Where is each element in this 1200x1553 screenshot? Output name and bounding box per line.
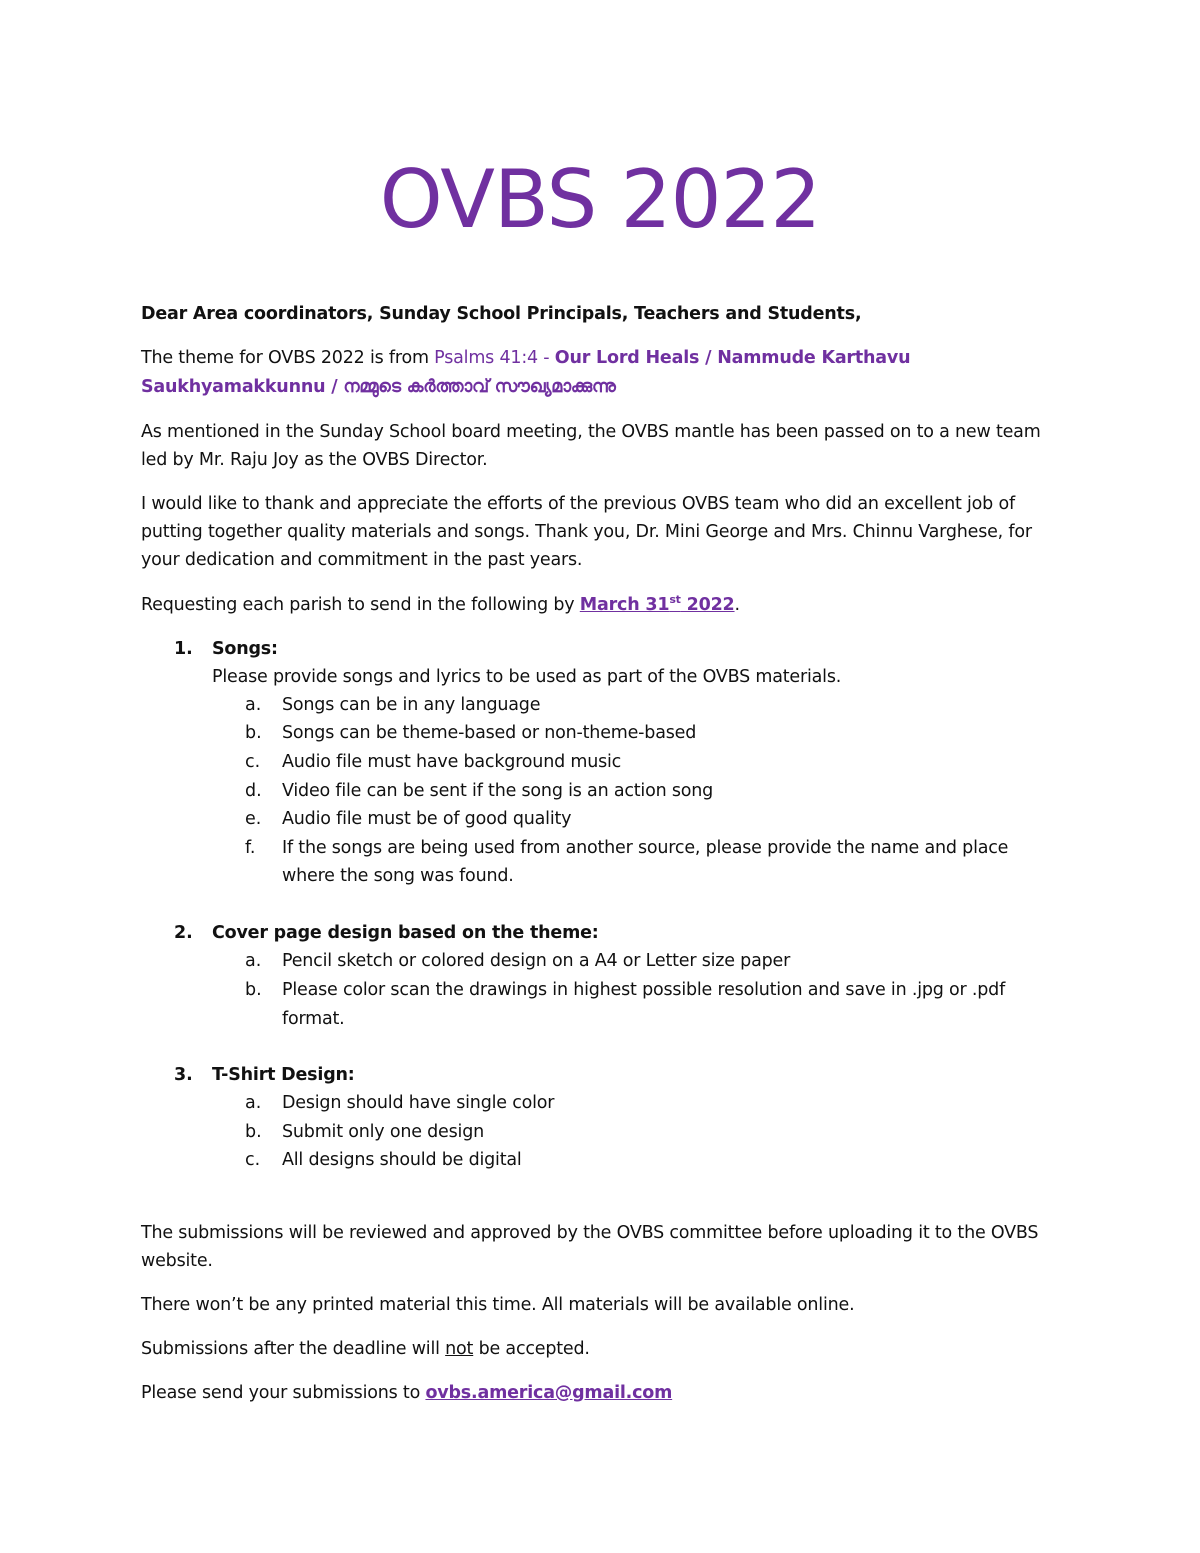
section-1-heading: Songs: (212, 639, 278, 659)
list-marker: d. (245, 781, 262, 801)
list-marker: a. (245, 695, 262, 715)
theme-english: Our Lord Heals / Nammude Karthavu (554, 348, 911, 368)
contact-text: Please send your submissions to (141, 1383, 426, 1403)
not-emphasis: not (445, 1339, 474, 1359)
contact-email-link[interactable]: ovbs.america@gmail.com (425, 1383, 673, 1403)
mantle-line-1: As mentioned in the Sunday School board meeting, the OVBS mantle has been passed on to a new team (141, 422, 1041, 442)
list-item: Audio file must have background music (282, 752, 622, 772)
list-item-continuation: where the song was found. (282, 866, 514, 886)
theme-transliteration: Saukhyamakkunnu / (141, 377, 344, 397)
list-marker: b. (245, 980, 262, 1000)
list-item: Pencil sketch or colored design on a A4 or Letter size paper (282, 951, 791, 971)
thanks-line-1: I would like to thank and appreciate the efforts of the previous OVBS team who did an excellent job of (141, 494, 1015, 514)
section-3-heading: T-Shirt Design: (212, 1065, 355, 1085)
greeting: Dear Area coordinators, Sunday School Principals, Teachers and Students, (141, 304, 862, 324)
section-2-number: 2. (174, 923, 193, 943)
section-3-number: 3. (174, 1065, 193, 1085)
list-marker: a. (245, 1093, 262, 1113)
theme-line-1 (141, 346, 910, 370)
section-1-intro: Please provide songs and lyrics to be used as part of the OVBS materials. (212, 667, 842, 687)
deadline-date: March 31st 2022 (579, 593, 735, 615)
review-line-1: The submissions will be reviewed and approved by the OVBS committee before uploading it to the OVBS (141, 1223, 1039, 1243)
section-1-number: 1. (174, 639, 193, 659)
list-item: Audio file must be of good quality (282, 809, 572, 829)
list-marker: c. (245, 1150, 261, 1170)
thanks-line-2: putting together quality materials and songs. Thank you, Dr. Mini George and Mrs. Chinnu Varghese, for (141, 522, 1032, 542)
section-2-heading: Cover page design based on the theme: (212, 923, 599, 943)
list-marker: b. (245, 1122, 262, 1142)
deadline-note: Submissions after the deadline will not be accepted. (141, 1339, 590, 1359)
list-item: Songs can be theme-based or non-theme-based (282, 723, 697, 743)
list-item: Design should have single color (282, 1093, 555, 1113)
list-marker: f. (245, 838, 256, 858)
request-text: Requesting each parish to send in the following by (141, 595, 580, 615)
theme-malayalam: നമ്മുടെ കർത്താവ് സൗഖ്യമാക്കുന്നു (343, 377, 616, 397)
list-item: All designs should be digital (282, 1150, 522, 1170)
mantle-line-2: led by Mr. Raju Joy as the OVBS Director. (141, 450, 488, 470)
review-line-2: website. (141, 1251, 213, 1271)
list-item: Songs can be in any language (282, 695, 541, 715)
list-item: Submit only one design (282, 1122, 485, 1142)
theme-line-2 (141, 375, 616, 399)
list-marker: a. (245, 951, 262, 971)
list-item-continuation: format. (282, 1009, 345, 1029)
list-marker: e. (245, 809, 262, 829)
list-item: Video file can be sent if the song is an action song (282, 781, 714, 801)
theme-prefix: The theme for OVBS 2022 is from (141, 348, 435, 368)
list-marker: b. (245, 723, 262, 743)
theme-reference: Psalms 41:4 - (434, 348, 555, 368)
no-print-note: There won’t be any printed material this time. All materials will be available online. (141, 1295, 855, 1315)
list-marker: c. (245, 752, 261, 772)
thanks-line-3: your dedication and commitment in the past years. (141, 550, 583, 570)
request-line: Requesting each parish to send in the following by March 31st 2022. (141, 593, 740, 615)
list-item: Please color scan the drawings in highest possible resolution and save in .jpg or .pdf (282, 980, 1006, 1000)
page-title: OVBS 2022 (379, 153, 821, 246)
contact-line (141, 1381, 672, 1405)
list-item: If the songs are being used from another source, please provide the name and place (282, 838, 1009, 858)
